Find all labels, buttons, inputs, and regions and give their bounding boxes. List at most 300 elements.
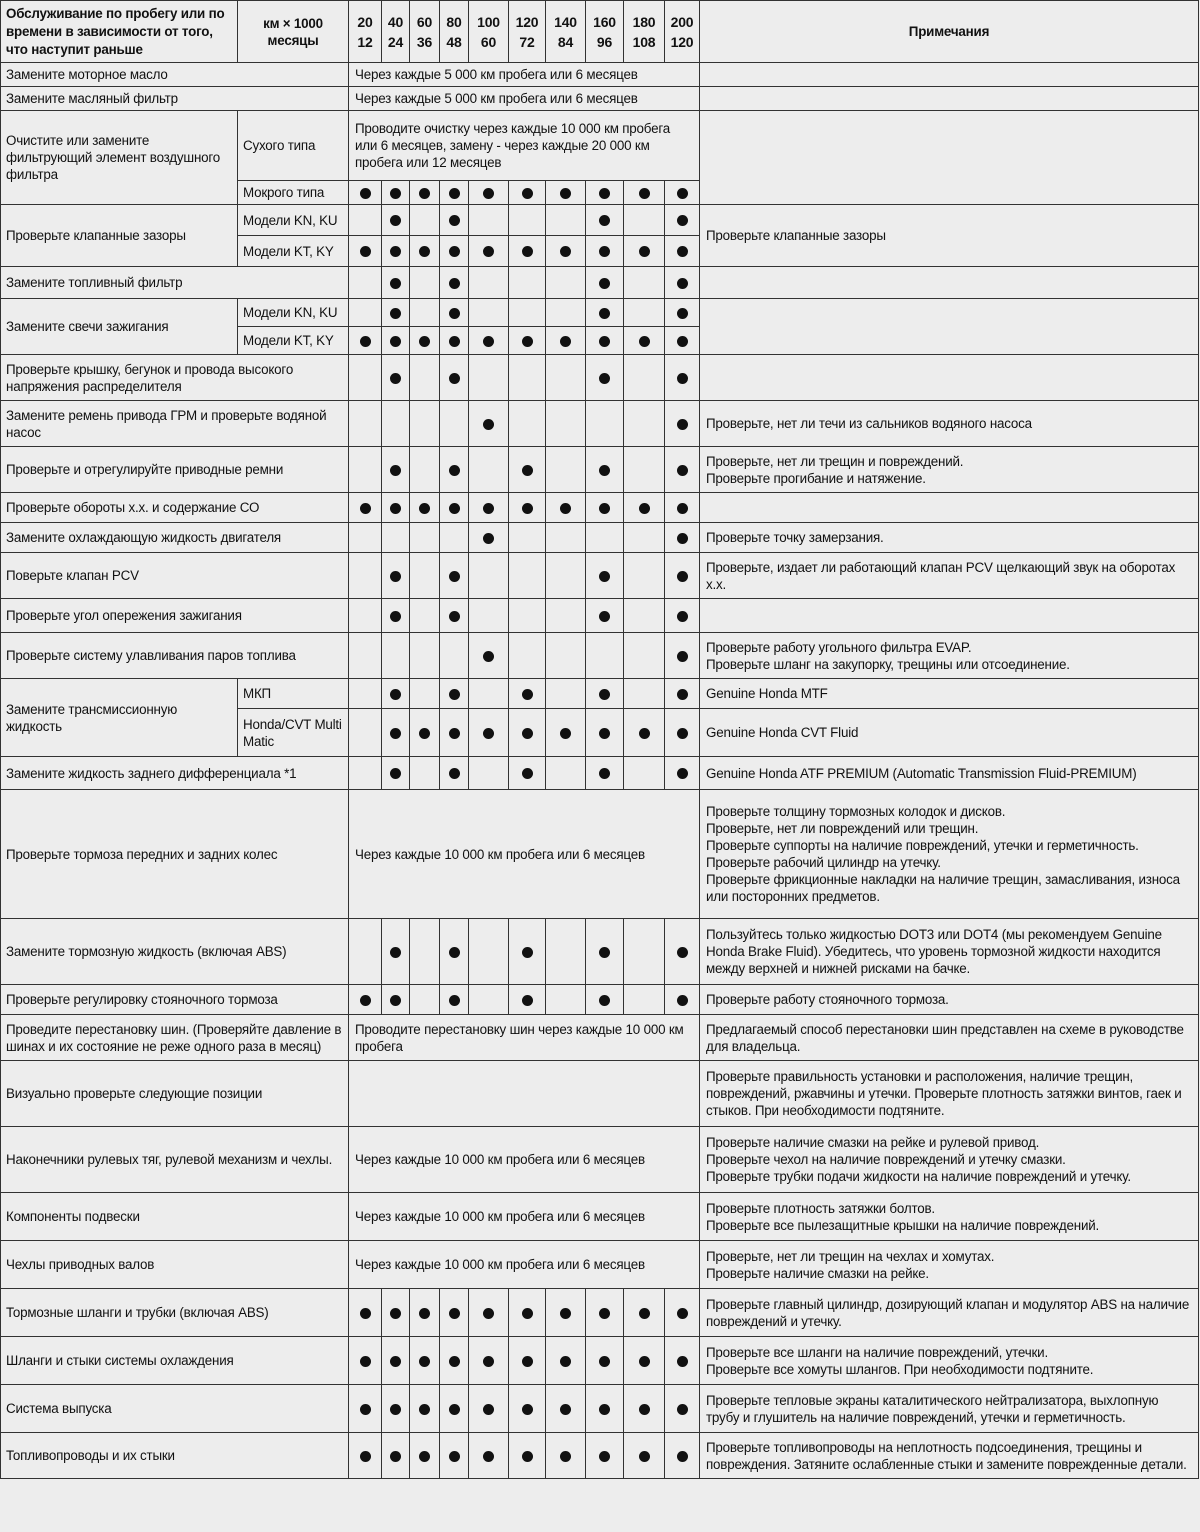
schedule-mark-cell xyxy=(349,1433,382,1479)
item-label: Компоненты подвески xyxy=(1,1193,349,1241)
filled-dot-icon xyxy=(360,188,371,199)
schedule-mark-cell xyxy=(624,236,665,267)
schedule-mark-cell xyxy=(382,299,410,327)
item-label: Проверьте угол опережения зажигания xyxy=(1,599,349,633)
filled-dot-icon xyxy=(360,503,371,514)
filled-dot-icon xyxy=(599,336,610,347)
filled-dot-icon xyxy=(449,768,460,779)
schedule-mark-cell xyxy=(665,633,700,679)
schedule-mark-cell xyxy=(624,1433,665,1479)
filled-dot-icon xyxy=(599,308,610,319)
filled-dot-icon xyxy=(560,1404,571,1415)
col-3: 60 36 xyxy=(410,1,440,63)
filled-dot-icon xyxy=(560,1308,571,1319)
item-label: Замените трансмиссионную жидкость xyxy=(1,679,238,757)
schedule-empty-cell xyxy=(469,447,509,493)
filled-dot-icon xyxy=(599,1404,610,1415)
table-row xyxy=(1,1015,1199,1061)
filled-dot-icon xyxy=(390,611,401,622)
table-row xyxy=(1,1433,1199,1479)
schedule-empty-cell xyxy=(469,299,509,327)
schedule-mark-cell xyxy=(624,709,665,757)
schedule-empty-cell xyxy=(349,299,382,327)
schedule-mark-cell xyxy=(509,1433,546,1479)
item-label: Проверьте крышку, бегунок и провода высокого напряжения распределителя xyxy=(1,355,349,401)
schedule-mark-cell xyxy=(382,1433,410,1479)
schedule-mark-cell xyxy=(586,1433,624,1479)
schedule-mark-cell xyxy=(665,493,700,523)
filled-dot-icon xyxy=(390,571,401,582)
filled-dot-icon xyxy=(677,188,688,199)
schedule-mark-cell xyxy=(382,493,410,523)
sub-label: Honda/CVT Multi Matic xyxy=(238,709,349,757)
item-label: Топливопроводы и их стыки xyxy=(1,1433,349,1479)
schedule-empty-cell xyxy=(624,633,665,679)
schedule-mark-cell xyxy=(440,679,469,709)
filled-dot-icon xyxy=(449,947,460,958)
schedule-empty-cell xyxy=(469,553,509,599)
filled-dot-icon xyxy=(390,278,401,289)
schedule-mark-cell xyxy=(440,447,469,493)
schedule-mark-cell xyxy=(509,327,546,355)
schedule-empty-cell xyxy=(509,633,546,679)
schedule-empty-cell xyxy=(349,447,382,493)
table-row xyxy=(1,790,1199,919)
schedule-mark-cell xyxy=(509,1289,546,1337)
schedule-mark-cell xyxy=(440,1337,469,1385)
filled-dot-icon xyxy=(522,503,533,514)
schedule-empty-cell xyxy=(349,401,382,447)
filled-dot-icon xyxy=(522,1308,533,1319)
note-line: Проверьте работу угольного фильтра EVAP. xyxy=(706,639,972,655)
filled-dot-icon xyxy=(449,308,460,319)
filled-dot-icon xyxy=(419,1308,430,1319)
schedule-mark-cell xyxy=(586,355,624,401)
note-line: Проверьте, нет ли трещин и повреждений. xyxy=(706,453,964,469)
schedule-empty-cell xyxy=(349,205,382,236)
note-line: Проверьте все пылезащитные крышки на наличие повреждений. xyxy=(706,1217,1100,1233)
filled-dot-icon xyxy=(599,1451,610,1462)
item-label: Замените охлаждающую жидкость двигателя xyxy=(1,523,349,553)
filled-dot-icon xyxy=(390,336,401,347)
unit-month: месяцы xyxy=(267,32,319,48)
table-row xyxy=(1,679,1199,709)
filled-dot-icon xyxy=(522,188,533,199)
filled-dot-icon xyxy=(449,571,460,582)
schedule-mark-cell xyxy=(440,355,469,401)
schedule-mark-cell xyxy=(665,1337,700,1385)
filled-dot-icon xyxy=(599,1356,610,1367)
schedule-mark-cell xyxy=(624,181,665,205)
filled-dot-icon xyxy=(639,188,650,199)
schedule-mark-cell xyxy=(665,299,700,327)
table-row xyxy=(1,111,1199,181)
filled-dot-icon xyxy=(360,995,371,1006)
schedule-mark-cell xyxy=(586,553,624,599)
item-label: Замените жидкость заднего дифференциала *1 xyxy=(1,757,349,790)
filled-dot-icon xyxy=(677,1451,688,1462)
filled-dot-icon xyxy=(599,465,610,476)
filled-dot-icon xyxy=(360,1308,371,1319)
schedule-mark-cell xyxy=(586,709,624,757)
schedule-empty-cell xyxy=(469,355,509,401)
filled-dot-icon xyxy=(677,278,688,289)
filled-dot-icon xyxy=(639,336,650,347)
schedule-mark-cell xyxy=(586,679,624,709)
schedule-mark-cell xyxy=(349,181,382,205)
filled-dot-icon xyxy=(639,503,650,514)
schedule-mark-cell xyxy=(546,493,586,523)
schedule-empty-cell xyxy=(624,205,665,236)
schedule-empty-cell xyxy=(624,447,665,493)
interval-text xyxy=(349,1061,700,1127)
schedule-mark-cell xyxy=(349,1385,382,1433)
interval-text: Через каждые 10 000 км пробега или 6 месяцев xyxy=(349,790,700,919)
filled-dot-icon xyxy=(419,246,430,257)
col-10: 200 120 xyxy=(665,1,700,63)
col-4: 80 48 xyxy=(440,1,469,63)
schedule-mark-cell xyxy=(382,919,410,985)
schedule-mark-cell xyxy=(440,1289,469,1337)
schedule-mark-cell xyxy=(665,267,700,299)
table-row xyxy=(1,919,1199,985)
schedule-empty-cell xyxy=(410,267,440,299)
table-row xyxy=(1,1241,1199,1289)
schedule-mark-cell xyxy=(546,709,586,757)
schedule-mark-cell xyxy=(440,493,469,523)
item-label: Чехлы приводных валов xyxy=(1,1241,349,1289)
schedule-mark-cell xyxy=(586,267,624,299)
filled-dot-icon xyxy=(522,336,533,347)
item-label: Проверьте клапанные зазоры xyxy=(1,205,238,267)
schedule-empty-cell xyxy=(349,757,382,790)
schedule-mark-cell xyxy=(546,327,586,355)
schedule-mark-cell xyxy=(509,709,546,757)
schedule-empty-cell xyxy=(624,523,665,553)
filled-dot-icon xyxy=(360,1356,371,1367)
schedule-mark-cell xyxy=(440,553,469,599)
schedule-empty-cell xyxy=(509,401,546,447)
filled-dot-icon xyxy=(522,1356,533,1367)
filled-dot-icon xyxy=(483,728,494,739)
filled-dot-icon xyxy=(483,1404,494,1415)
filled-dot-icon xyxy=(560,503,571,514)
schedule-mark-cell xyxy=(469,633,509,679)
schedule-empty-cell xyxy=(586,401,624,447)
schedule-empty-cell xyxy=(469,919,509,985)
filled-dot-icon xyxy=(483,246,494,257)
schedule-empty-cell xyxy=(410,523,440,553)
filled-dot-icon xyxy=(483,1356,494,1367)
schedule-empty-cell xyxy=(624,757,665,790)
sub-label: Модели KN, KU xyxy=(238,205,349,236)
note xyxy=(700,267,1199,299)
schedule-empty-cell xyxy=(546,985,586,1015)
schedule-empty-cell xyxy=(624,679,665,709)
schedule-empty-cell xyxy=(546,633,586,679)
filled-dot-icon xyxy=(449,1308,460,1319)
sub-label: Мокрого типа xyxy=(238,181,349,205)
note-line: Проверьте плотность затяжки болтов. xyxy=(706,1200,935,1216)
schedule-mark-cell xyxy=(509,919,546,985)
filled-dot-icon xyxy=(522,246,533,257)
schedule-mark-cell xyxy=(586,919,624,985)
schedule-mark-cell xyxy=(440,919,469,985)
note-line: Проверьте трубки подачи жидкости на наличие повреждений и утечку. xyxy=(706,1169,1131,1184)
schedule-empty-cell xyxy=(509,553,546,599)
filled-dot-icon xyxy=(522,995,533,1006)
filled-dot-icon xyxy=(522,1404,533,1415)
interval-text: Через каждые 5 000 км пробега или 6 месяцев xyxy=(349,87,700,111)
filled-dot-icon xyxy=(419,728,430,739)
filled-dot-icon xyxy=(390,465,401,476)
table-row xyxy=(1,1337,1199,1385)
schedule-mark-cell xyxy=(440,985,469,1015)
note: Проверьте главный цилиндр, дозирующий клапан и модулятор ABS на наличие повреждений и утечку. xyxy=(700,1289,1199,1337)
filled-dot-icon xyxy=(522,947,533,958)
schedule-mark-cell xyxy=(546,181,586,205)
schedule-empty-cell xyxy=(546,355,586,401)
filled-dot-icon xyxy=(483,533,494,544)
schedule-empty-cell xyxy=(509,523,546,553)
filled-dot-icon xyxy=(390,995,401,1006)
interval-text: Проводите очистку через каждые 10 000 км пробега или 6 месяцев, замену - через каждые 20 000 км пробега или 12 месяцев xyxy=(349,111,700,181)
filled-dot-icon xyxy=(677,768,688,779)
schedule-empty-cell xyxy=(349,679,382,709)
filled-dot-icon xyxy=(560,246,571,257)
schedule-empty-cell xyxy=(546,447,586,493)
filled-dot-icon xyxy=(599,1308,610,1319)
filled-dot-icon xyxy=(419,503,430,514)
filled-dot-icon xyxy=(677,1404,688,1415)
item-label: Замените свечи зажигания xyxy=(1,299,238,355)
schedule-empty-cell xyxy=(349,599,382,633)
note: Genuine Honda ATF PREMIUM (Automatic Transmission Fluid-PREMIUM) xyxy=(700,757,1199,790)
schedule-empty-cell xyxy=(546,401,586,447)
schedule-empty-cell xyxy=(410,447,440,493)
schedule-mark-cell xyxy=(665,327,700,355)
filled-dot-icon xyxy=(449,278,460,289)
filled-dot-icon xyxy=(677,1308,688,1319)
schedule-empty-cell xyxy=(546,553,586,599)
schedule-mark-cell xyxy=(469,401,509,447)
schedule-mark-cell xyxy=(665,447,700,493)
schedule-empty-cell xyxy=(546,757,586,790)
filled-dot-icon xyxy=(390,1356,401,1367)
note: Проверьте, нет ли течи из сальников водяного насоса xyxy=(700,401,1199,447)
filled-dot-icon xyxy=(677,728,688,739)
sub-label: Сухого типа xyxy=(238,111,349,181)
interval-text: Через каждые 5 000 км пробега или 6 месяцев xyxy=(349,63,700,87)
filled-dot-icon xyxy=(449,689,460,700)
schedule-empty-cell xyxy=(469,757,509,790)
schedule-mark-cell xyxy=(382,205,410,236)
note: Проверьте тепловые экраны каталитического нейтрализатора, выхлопную трубу и глушитель на наличие повреждений, утечки и герметичность. xyxy=(700,1385,1199,1433)
schedule-empty-cell xyxy=(546,599,586,633)
schedule-mark-cell xyxy=(665,523,700,553)
schedule-mark-cell xyxy=(665,553,700,599)
schedule-mark-cell xyxy=(469,523,509,553)
item-label: Очистите или замените фильтрующий элемент воздушного фильтра xyxy=(1,111,238,205)
filled-dot-icon xyxy=(522,465,533,476)
table-row xyxy=(1,1385,1199,1433)
schedule-mark-cell xyxy=(349,1289,382,1337)
item-label: Визуально проверьте следующие позиции xyxy=(1,1061,349,1127)
filled-dot-icon xyxy=(599,768,610,779)
schedule-mark-cell xyxy=(469,709,509,757)
note: Genuine Honda CVT Fluid xyxy=(700,709,1199,757)
table-row xyxy=(1,205,1199,236)
schedule-mark-cell xyxy=(586,236,624,267)
filled-dot-icon xyxy=(390,246,401,257)
filled-dot-icon xyxy=(449,995,460,1006)
schedule-mark-cell xyxy=(665,919,700,985)
note xyxy=(700,111,1199,205)
schedule-empty-cell xyxy=(546,205,586,236)
schedule-mark-cell xyxy=(665,181,700,205)
filled-dot-icon xyxy=(560,336,571,347)
filled-dot-icon xyxy=(390,728,401,739)
item-label: Проведите перестановку шин. (Проверяйте давление в шинах и их состояние не реже одного раза в месяц) xyxy=(1,1015,349,1061)
filled-dot-icon xyxy=(677,419,688,430)
schedule-empty-cell xyxy=(509,355,546,401)
note xyxy=(700,87,1199,111)
table-row xyxy=(1,523,1199,553)
filled-dot-icon xyxy=(449,188,460,199)
filled-dot-icon xyxy=(599,503,610,514)
filled-dot-icon xyxy=(449,336,460,347)
filled-dot-icon xyxy=(449,728,460,739)
col-8: 160 96 xyxy=(586,1,624,63)
schedule-empty-cell xyxy=(546,919,586,985)
schedule-mark-cell xyxy=(469,236,509,267)
schedule-empty-cell xyxy=(624,401,665,447)
filled-dot-icon xyxy=(677,651,688,662)
note xyxy=(700,1193,1199,1241)
schedule-empty-cell xyxy=(349,355,382,401)
schedule-mark-cell xyxy=(382,1337,410,1385)
table-row xyxy=(1,1193,1199,1241)
schedule-mark-cell xyxy=(665,599,700,633)
schedule-empty-cell xyxy=(349,267,382,299)
schedule-mark-cell xyxy=(410,493,440,523)
schedule-mark-cell xyxy=(665,355,700,401)
schedule-mark-cell xyxy=(665,401,700,447)
schedule-empty-cell xyxy=(410,401,440,447)
schedule-mark-cell xyxy=(382,553,410,599)
filled-dot-icon xyxy=(483,419,494,430)
schedule-mark-cell xyxy=(624,1385,665,1433)
schedule-empty-cell xyxy=(440,523,469,553)
header-unit xyxy=(238,1,349,63)
note-line: Проверьте наличие смазки на рейке и рулевой привод. xyxy=(706,1135,1040,1150)
schedule-mark-cell xyxy=(382,355,410,401)
sub-label: Модели KN, KU xyxy=(238,299,349,327)
filled-dot-icon xyxy=(449,246,460,257)
filled-dot-icon xyxy=(390,947,401,958)
filled-dot-icon xyxy=(639,728,650,739)
schedule-mark-cell xyxy=(410,181,440,205)
schedule-mark-cell xyxy=(665,1385,700,1433)
sub-label: Модели KT, KY xyxy=(238,327,349,355)
header-row xyxy=(1,1,1199,63)
filled-dot-icon xyxy=(639,1451,650,1462)
filled-dot-icon xyxy=(677,571,688,582)
schedule-mark-cell xyxy=(382,327,410,355)
table-row xyxy=(1,401,1199,447)
filled-dot-icon xyxy=(639,246,650,257)
item-label: Проверьте обороты х.х. и содержание СО xyxy=(1,493,349,523)
schedule-empty-cell xyxy=(586,523,624,553)
filled-dot-icon xyxy=(677,246,688,257)
note-line: Проверьте рабочий цилиндр на утечку. xyxy=(706,855,941,870)
schedule-mark-cell xyxy=(546,1385,586,1433)
sub-label: МКП xyxy=(238,679,349,709)
filled-dot-icon xyxy=(677,947,688,958)
filled-dot-icon xyxy=(599,278,610,289)
schedule-mark-cell xyxy=(624,1337,665,1385)
note xyxy=(700,493,1199,523)
item-label: Поверьте клапан PCV xyxy=(1,553,349,599)
col-6: 120 72 xyxy=(509,1,546,63)
filled-dot-icon xyxy=(360,336,371,347)
schedule-mark-cell xyxy=(586,299,624,327)
schedule-mark-cell xyxy=(440,709,469,757)
col-7: 140 84 xyxy=(546,1,586,63)
schedule-mark-cell xyxy=(665,709,700,757)
filled-dot-icon xyxy=(677,1356,688,1367)
schedule-mark-cell xyxy=(665,757,700,790)
filled-dot-icon xyxy=(677,533,688,544)
note xyxy=(700,1241,1199,1289)
filled-dot-icon xyxy=(677,308,688,319)
filled-dot-icon xyxy=(449,215,460,226)
filled-dot-icon xyxy=(483,503,494,514)
item-label: Замените масляный фильтр xyxy=(1,87,349,111)
schedule-mark-cell xyxy=(509,181,546,205)
schedule-mark-cell xyxy=(586,1289,624,1337)
schedule-mark-cell xyxy=(586,757,624,790)
filled-dot-icon xyxy=(522,689,533,700)
note-line: Проверьте, нет ли трещин на чехлах и хомутах. xyxy=(706,1248,995,1264)
schedule-mark-cell xyxy=(509,447,546,493)
note: Проверьте, издает ли работающий клапан PCV щелкающий звук на оборотах х.х. xyxy=(700,553,1199,599)
note xyxy=(700,63,1199,87)
item-label: Система выпуска xyxy=(1,1385,349,1433)
filled-dot-icon xyxy=(390,1404,401,1415)
schedule-mark-cell xyxy=(349,493,382,523)
schedule-mark-cell xyxy=(665,679,700,709)
filled-dot-icon xyxy=(390,689,401,700)
schedule-mark-cell xyxy=(509,493,546,523)
schedule-mark-cell xyxy=(469,181,509,205)
table-row xyxy=(1,599,1199,633)
unit-km: км × 1000 xyxy=(263,15,323,31)
schedule-mark-cell xyxy=(440,1385,469,1433)
schedule-mark-cell xyxy=(382,236,410,267)
schedule-mark-cell xyxy=(382,599,410,633)
col-2: 40 24 xyxy=(382,1,410,63)
schedule-empty-cell xyxy=(509,205,546,236)
filled-dot-icon xyxy=(599,947,610,958)
interval-text: Проводите перестановку шин через каждые 10 000 км пробега xyxy=(349,1015,700,1061)
filled-dot-icon xyxy=(483,336,494,347)
note-line: Проверьте, нет ли повреждений или трещин. xyxy=(706,821,979,836)
schedule-mark-cell xyxy=(382,679,410,709)
filled-dot-icon xyxy=(522,728,533,739)
schedule-mark-cell xyxy=(509,1337,546,1385)
schedule-empty-cell xyxy=(469,599,509,633)
